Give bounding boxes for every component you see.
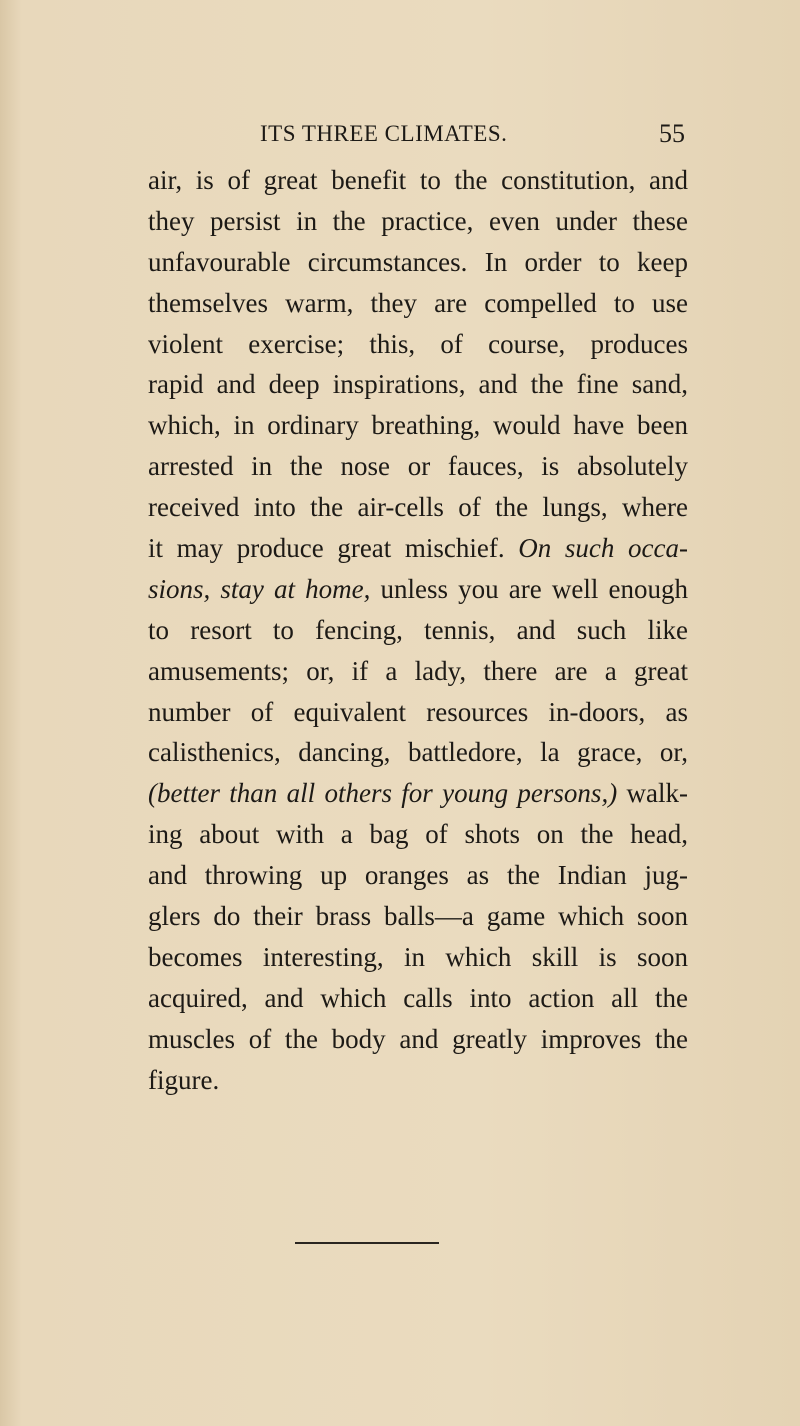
text-segment: arrested in the nose or fauces, is absolutely <box>148 451 688 482</box>
text-line <box>148 242 688 283</box>
text-segment: it may produce great mischief. <box>148 533 519 564</box>
text-segment: ing about with a bag of shots on the head, <box>148 819 688 850</box>
text-segment: which, in ordinary breathing, would have been <box>148 410 688 441</box>
text-line <box>148 569 688 610</box>
text-segment: acquired, and which calls into action all the <box>148 982 688 1013</box>
text-segment: muscles of the body and greatly improves the <box>148 1023 688 1054</box>
text-line <box>148 487 688 528</box>
text-segment: walk- <box>617 778 688 809</box>
text-segment: becomes interesting, in which skill is soon <box>148 941 688 972</box>
page-number: 55 <box>659 119 685 148</box>
text-line <box>148 855 688 896</box>
text-line <box>148 528 688 569</box>
text-line <box>148 937 688 978</box>
page-header <box>0 116 800 152</box>
text-segment: amusements; or, if a lady, there are a great <box>148 655 688 686</box>
text-line <box>148 814 688 855</box>
text-line <box>148 732 688 773</box>
text-line <box>148 405 688 446</box>
text-line <box>148 610 688 651</box>
text-line <box>148 324 688 365</box>
text-line <box>148 446 688 487</box>
text-line <box>148 651 688 692</box>
text-line <box>148 283 688 324</box>
text-segment: air, is of great benefit to the constitution, and <box>148 165 688 195</box>
section-rule <box>295 1242 439 1244</box>
text-line <box>148 773 688 814</box>
text-line <box>148 896 688 937</box>
text-segment: themselves warm, they are compelled to use <box>148 287 688 318</box>
running-title: ITS THREE CLIMATES. <box>260 121 508 146</box>
text-line <box>148 1019 688 1060</box>
text-segment: calisthenics, dancing, battledore, la grace, or, <box>148 737 688 768</box>
text-line <box>148 364 688 405</box>
text-segment: to resort to fencing, tennis, and such like <box>148 614 688 645</box>
text-segment: received into the air-cells of the lungs, where <box>148 492 688 523</box>
text-segment: they persist in the practice, even under these <box>148 205 688 236</box>
italic-text: On such occa- <box>518 533 688 564</box>
text-line <box>148 978 688 1019</box>
italic-text: sions, stay at home, <box>148 573 371 604</box>
text-segment: figure. <box>148 1064 220 1095</box>
text-segment: rapid and deep inspirations, and the fine sand, <box>148 369 688 400</box>
text-segment: violent exercise; this, of course, produces <box>148 328 688 359</box>
text-segment: unfavourable circumstances. In order to keep <box>148 246 688 277</box>
text-segment: number of equivalent resources in-doors, as <box>148 696 688 727</box>
text-segment: unless you are well enough <box>370 573 688 604</box>
text-line <box>148 692 688 733</box>
body-paragraph <box>148 160 688 1100</box>
text-line <box>148 160 688 201</box>
text-line <box>148 1060 688 1101</box>
text-segment: and throwing up oranges as the Indian jug- <box>148 860 688 891</box>
italic-text: (better than all others for young persons,) <box>148 778 618 809</box>
text-segment: glers do their brass balls—a game which soon <box>148 901 688 932</box>
text-line <box>148 201 688 242</box>
